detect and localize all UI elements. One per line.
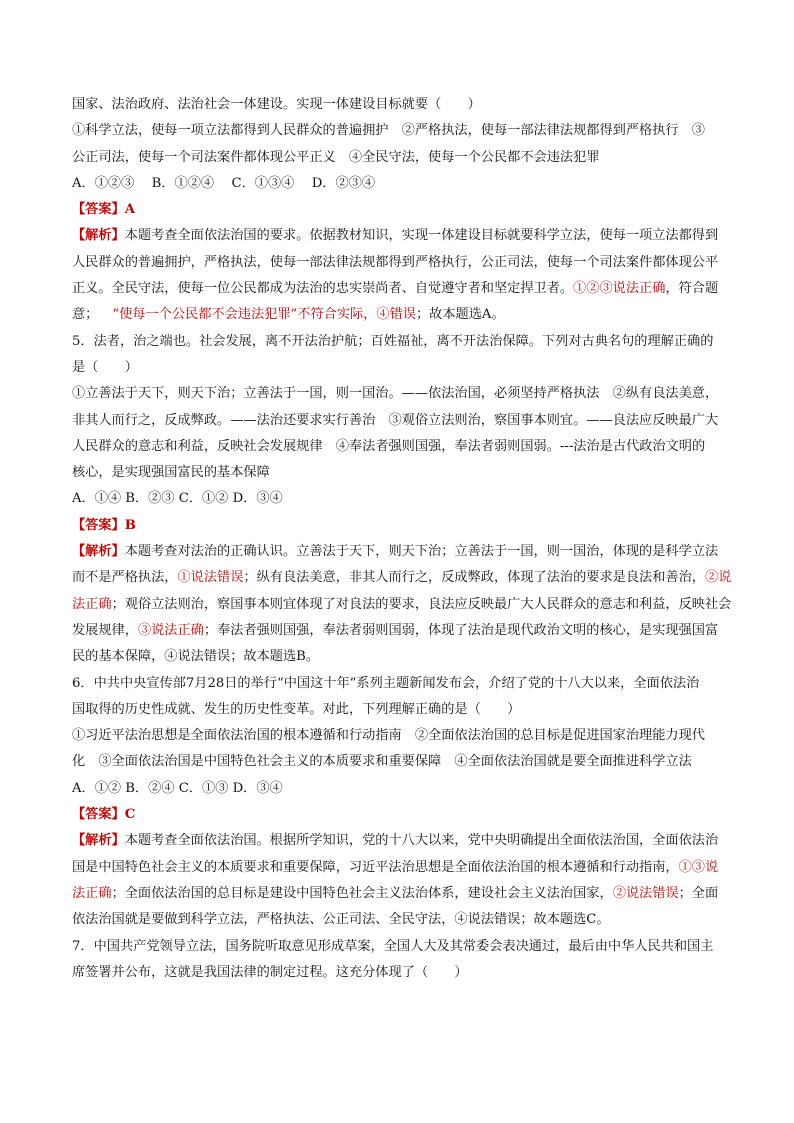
q4-analysis-text: 意； bbox=[72, 307, 99, 323]
q6-analysis-highlight: ②说法错误 bbox=[612, 885, 679, 901]
q5-analysis-line-5: 民的基本保障，④说法错误；故本题选B。 bbox=[72, 649, 320, 665]
q6-analysis-label: 【解析】 bbox=[72, 833, 125, 849]
q7-stem-line-2: 席签署并公布，这就是我国法律的制定过程。这充分体现了（ ） bbox=[72, 964, 468, 980]
q5-analysis-highlight: ③说法正确 bbox=[137, 622, 204, 638]
document-content bbox=[72, 92, 732, 986]
q5-analysis-highlight: ②说 bbox=[705, 570, 732, 586]
q5-analysis-text: 本题考查对法治的正确认识。立善法于天下，则天下治；立善法于一国，则一国治，体现的是科学立法 bbox=[124, 544, 719, 560]
q4-analysis-text: ，符合题 bbox=[665, 281, 719, 297]
q4-analysis-line-2: 人民群众的普遍拥护，严格执法，使每一部法律法规都得到严格执行，公正司法，使每一个司法案件都体现公平 bbox=[72, 254, 719, 270]
q5-analysis-line-3 bbox=[72, 592, 732, 618]
q5-analysis-text: ；奉法者强则国强，奉法者弱则国弱，体现了法治是现代政治文明的核心，是实现强国富 bbox=[203, 622, 719, 638]
q4-analysis-line-1 bbox=[72, 223, 732, 249]
q4-analysis-text: ；故本题选A。 bbox=[415, 307, 505, 323]
q7-stem-line-1: 7．中国共产党领导立法，国务院听取意见形成草案，全国人大及其常委会表决通过，最后由中华人民共和国主 bbox=[72, 938, 714, 954]
q6-analysis-text: 国是中国特色社会主义的本质要求和重要保障，习近平法治思想是全面依法治国的根本遵循和行动指南， bbox=[72, 859, 679, 875]
q6-analysis-text: ；全面依法治国的总目标是建设中国特色社会主义法治体系，建设社会主义法治国家， bbox=[111, 885, 613, 901]
q6-answer-row bbox=[72, 802, 732, 828]
q6-analysis-highlight: ①③说 bbox=[678, 859, 719, 875]
q4-analysis-highlight: ①②③说法正确 bbox=[573, 281, 666, 297]
q6-choices: A．①② B．②④ C．①③ D．③④ bbox=[72, 780, 283, 796]
q6-analysis-line-3 bbox=[72, 881, 732, 907]
q5-options-line-2: 非其人而行之，反成弊政。——法治还要求实行善治 ③观俗立法则治，察国事本则宜。——良法应反映最广大 bbox=[72, 412, 719, 428]
q4-analysis-text: 本题考查全面依法治国的要求。依据教材知识，实现一体建设目标就要科学立法，使每一项立法都得到 bbox=[124, 228, 719, 244]
q4-options-line-2: 公正司法，使每一个司法案件都体现公平正义 ④全民守法，使每一个公民都不会违法犯罪 bbox=[72, 149, 600, 165]
q5-analysis-text: 而不是严格执法， bbox=[72, 570, 178, 586]
q6-options-line-2: 化 ③全面依法治国是中国特色社会主义的本质要求和重要保障 ④全面依法治国就是要全面推进科学立法 bbox=[72, 754, 692, 770]
q5-stem-line-1: 5．法者，治之端也。社会发展，离不开法治护航；百姓福祉，离不开法治保障。下列对古典名句的理解正确的 bbox=[72, 333, 714, 349]
q4-analysis-label: 【解析】 bbox=[72, 228, 125, 244]
q4-choices: A．①②③ B．①②④ C．①③④ D．②③④ bbox=[72, 175, 376, 191]
q6-analysis-highlight: 法正确 bbox=[72, 885, 112, 901]
q5-analysis-highlight: ①说法错误 bbox=[177, 570, 244, 586]
q5-options-line-4: 核心，是实现强国富民的基本保障 bbox=[72, 465, 270, 481]
q5-analysis-line-2 bbox=[72, 565, 732, 591]
q4-stem: 国家、法治政府、法治社会一体建设。实现一体建设目标就要（ ） bbox=[72, 97, 481, 112]
q4-analysis-text: 正义。全民守法，使每一位公民都成为法治的忠实崇尚者、自觉遵守者和坚定捍卫者。 bbox=[72, 281, 574, 297]
q6-analysis-line-4: 依法治国就是要做到科学立法，严格执法、公正司法、全民守法，④说法错误；故本题选C。 bbox=[72, 912, 610, 928]
q4-analysis-highlight: “使每一个公民都不会违法犯罪”不符合实际，④错误 bbox=[112, 307, 416, 323]
q4-analysis-line-3 bbox=[72, 276, 732, 302]
q6-stem-line-1: 6．中共中央宣传部7月28日的举行“中国这十年”系列主题新闻发布会，介绍了党的十八大以来，全面依法治 bbox=[72, 675, 700, 691]
q5-analysis-text: ；纵有良法美意，非其人而行之，反成弊政，体现了法治的要求是良法和善治， bbox=[243, 570, 705, 586]
q6-answer-value: C bbox=[124, 807, 136, 823]
q5-answer-label: 【答案】 bbox=[72, 517, 125, 533]
q5-analysis-highlight: 法正确 bbox=[72, 596, 112, 612]
q6-answer-label: 【答案】 bbox=[72, 807, 125, 823]
q5-analysis-text: 发展规律， bbox=[72, 622, 138, 638]
q5-options-line-3: 人民群众的意志和利益，反映社会发展规律 ④奉法者强则国强，奉法者弱则国弱。---法治是古代政治文明的 bbox=[72, 438, 706, 454]
q6-options-line-1: ①习近平法治思想是全面依法治国的根本遵循和行动指南 ②全面依法治国的总目标是促进国家治理能力现代 bbox=[72, 728, 705, 744]
q5-analysis-label: 【解析】 bbox=[72, 544, 125, 560]
q5-analysis-line-1 bbox=[72, 539, 732, 565]
q5-analysis-text: ；观俗立法则治，察国事本则宜体现了对良法的要求，良法应反映最广大人民群众的意志和利益，反映社会 bbox=[111, 596, 732, 612]
q6-analysis-line-1 bbox=[72, 828, 732, 854]
q4-answer-label: 【答案】 bbox=[72, 202, 125, 218]
q4-answer-row bbox=[72, 197, 732, 223]
q6-analysis-text: ；全面 bbox=[678, 885, 719, 901]
q5-answer-value: B bbox=[124, 517, 136, 533]
q6-analysis-line-2 bbox=[72, 855, 732, 881]
q5-answer-row bbox=[72, 513, 732, 539]
q4-answer-value: A bbox=[124, 202, 135, 218]
q5-stem-line-2: 是（ ） bbox=[72, 359, 138, 375]
q4-options-line-1: ①科学立法，使每一项立法都得到人民群众的普遍拥护 ②严格执法，使每一部法律法规都得到严格执行 ③ bbox=[72, 123, 705, 139]
q5-analysis-line-4 bbox=[72, 618, 732, 644]
q6-stem-line-2: 国取得的历史性成就、发生的历史性变革。对此，下列理解正确的是（ ） bbox=[72, 701, 521, 717]
q5-options-line-1: ①立善法于天下，则天下治；立善法于一国，则一国治。——依法治国，必须坚持严格执法 ②纵有良法美意， bbox=[72, 386, 719, 402]
q6-analysis-text: 本题考查全面依法治国。根据所学知识，党的十八大以来，党中央明确提出全面依法治国，全面依法治 bbox=[124, 833, 719, 849]
q4-analysis-line-4 bbox=[72, 302, 732, 328]
q5-choices: A．①④ B．②③ C．①② D．③④ bbox=[72, 491, 283, 507]
